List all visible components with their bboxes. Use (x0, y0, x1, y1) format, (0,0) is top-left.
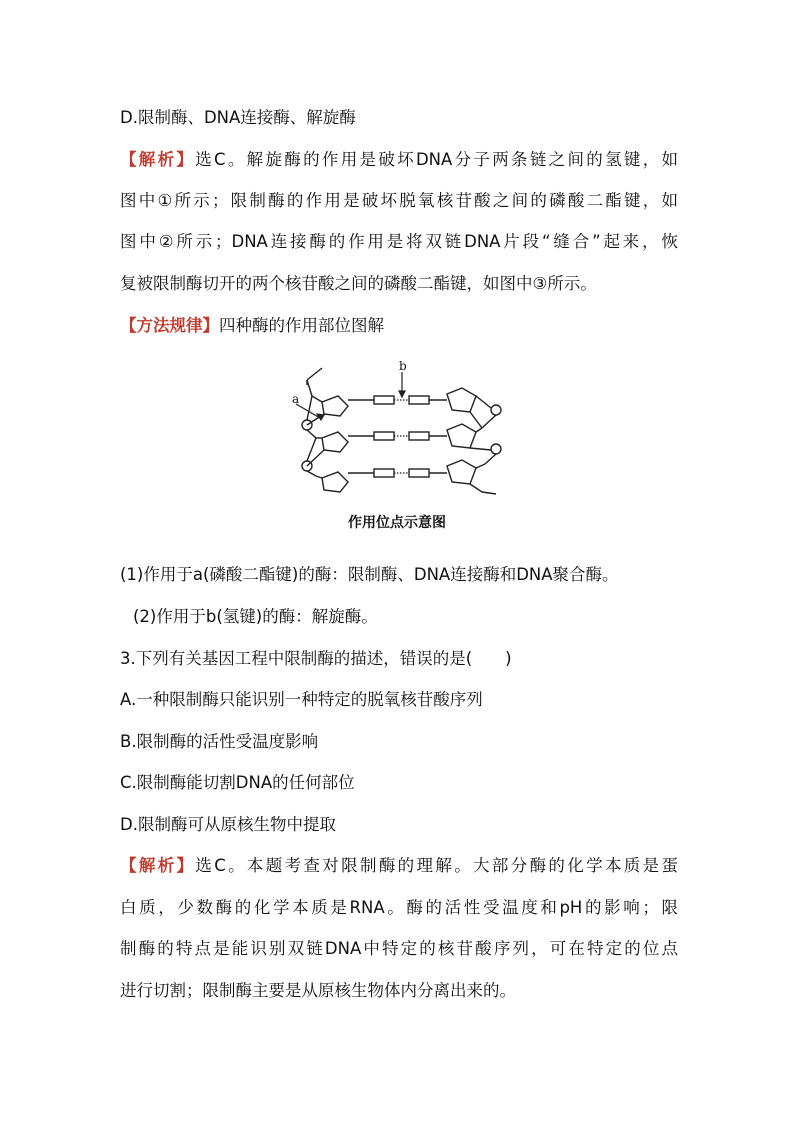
method-text: 四种酶的作用部位图解 (219, 316, 384, 335)
analysis1-line-4: 复被限制酶切开的两个核苷酸之间的磷酸二酯键，如图中③所示。 (120, 274, 597, 293)
left-sugar-2 (322, 432, 348, 452)
left-sugar-3 (322, 472, 348, 492)
method-heading (120, 318, 384, 335)
analysis-tag: 【解析】 (120, 150, 196, 169)
figure-label-a: a (292, 392, 300, 406)
right-sugar-3 (447, 460, 476, 484)
base-left-2 (374, 432, 394, 440)
q3-option-d: D.限制酶可从原核生物中提取 (120, 815, 336, 834)
q3-option-b: B.限制酶的活性受温度影响 (120, 732, 319, 751)
analysis2-line-1 (120, 858, 678, 875)
base-right-1 (409, 396, 429, 404)
right-sugar-2 (447, 424, 476, 448)
base-left-1 (374, 396, 394, 404)
left-sugar-1 (322, 396, 348, 416)
q3-option-c: C.限制酶能切割DNA的任何部位 (120, 773, 355, 792)
figure-caption: 作用位点示意图 (348, 515, 446, 531)
analysis2-tag: 【解析】 (120, 856, 196, 875)
note-2: (2)作用于b(氢键)的酶：解旋酶。 (133, 607, 378, 626)
q2-option-d: D.限制酶、DNA连接酶、解旋酶 (120, 108, 356, 127)
right-sugar-1 (447, 388, 476, 412)
analysis1-line-3: 图中②所示；DNA连接酶的作用是将双链DNA片段“缝合”起来，恢 (120, 232, 678, 251)
analysis2-text-1: 选C。本题考查对限制酶的理解。大部分酶的化学本质是蛋 (195, 856, 678, 875)
right-phosphate-top (491, 405, 501, 415)
analysis2-line-4: 进行切割；限制酶主要是从原核生物体内分离出来的。 (120, 981, 516, 1000)
base-left-3 (374, 469, 394, 477)
base-right-2 (409, 432, 429, 440)
figure-label-b: b (399, 359, 407, 373)
analysis1-line-1 (120, 152, 678, 169)
analysis2-line-2: 白质，少数酶的化学本质是RNA。酶的活性受温度和pH的影响；限 (120, 898, 678, 917)
q3-stem: 3.下列有关基因工程中限制酶的描述，错误的是( ) (120, 649, 512, 668)
base-right-3 (409, 469, 429, 477)
right-phosphate-bottom (491, 444, 501, 454)
method-tag: 【方法规律】 (120, 316, 219, 335)
analysis1-line-2: 图中①所示；限制酶的作用是破坏脱氧核苷酸之间的磷酸二酯键，如 (120, 191, 678, 210)
note-1: (1)作用于a(磷酸二酯键)的酶：限制酶、DNA连接酶和DNA聚合酶。 (120, 565, 619, 584)
q3-option-a: A.一种限制酶只能识别一种特定的脱氧核苷酸序列 (120, 690, 483, 709)
analysis1-text-1: 选C。解旋酶的作用是破坏DNA分子两条链之间的氢键，如 (195, 150, 678, 169)
dna-enzyme-site-diagram (290, 358, 506, 498)
analysis2-line-3: 制酶的特点是能识别双链DNA中特定的核苷酸序列，可在特定的位点 (120, 939, 678, 958)
